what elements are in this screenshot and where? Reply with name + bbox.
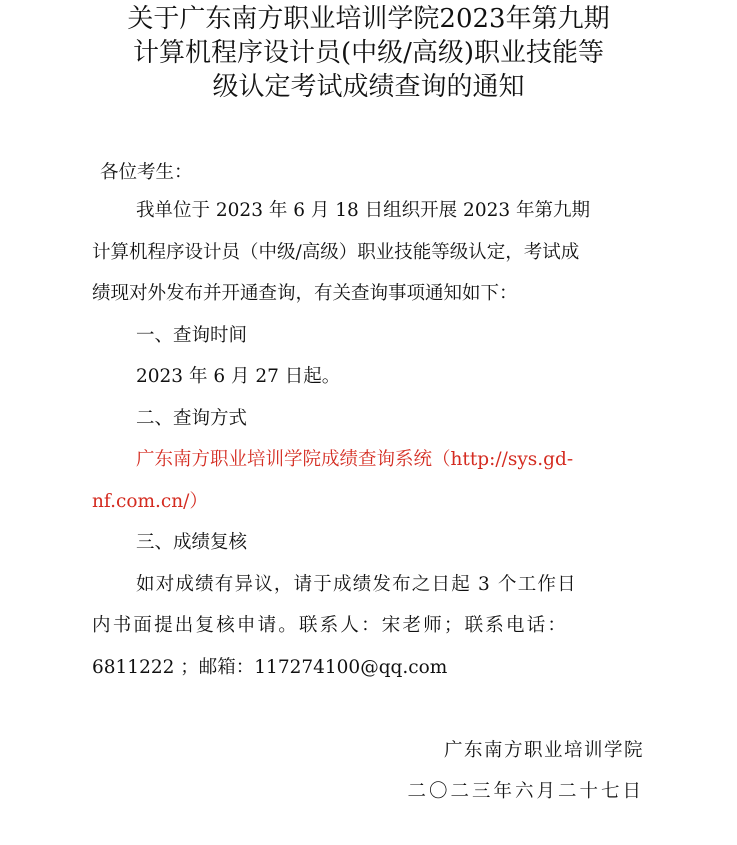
title-line-2: 计算机程序设计员(中级/高级)职业技能等 [132,38,605,68]
review-line-2: 内书面提出复核申请。联系人：宋老师；联系电话： [92,615,569,636]
query-system-link-line-1[interactable]: 广东南方职业培训学院成绩查询系统（http://sys.gd- [136,449,574,470]
query-system-link-line-2[interactable]: nf.com.cn/） [92,490,208,512]
title-line-3: 级认定考试成绩查询的通知 [212,72,525,102]
section-time-value: 2023 年 6 月 27 日起。 [136,366,341,387]
notice-title [40,2,697,104]
signature-date: 二〇二三年六月二十七日 [407,781,644,802]
intro-line-1: 我单位于 2023 年 6 月 18 日组织开展 2023 年第九期 [136,200,591,221]
review-line-3: 6811222 ；邮箱：117274100@qq.com [92,656,448,678]
salutation: 各位考生： [100,162,193,183]
signature-organization: 广东南方职业培训学院 [443,740,644,761]
section-review-heading: 三、成绩复核 [136,532,248,553]
section-method-heading: 二、查询方式 [136,407,248,429]
intro-line-2: 计算机程序设计员（中级/高级）职业技能等级认定，考试成 [92,241,580,263]
intro-line-3: 绩现对外发布并开通查询，有关查询事项通知如下： [92,283,518,304]
notice-body [92,190,652,688]
section-time-heading: 一、查询时间 [136,324,248,346]
title-line-1: 关于广东南方职业培训学院2023年第九期 [127,4,610,34]
review-line-1: 如对成绩有异议，请于成绩发布之日起 3 个工作日 [136,573,577,595]
